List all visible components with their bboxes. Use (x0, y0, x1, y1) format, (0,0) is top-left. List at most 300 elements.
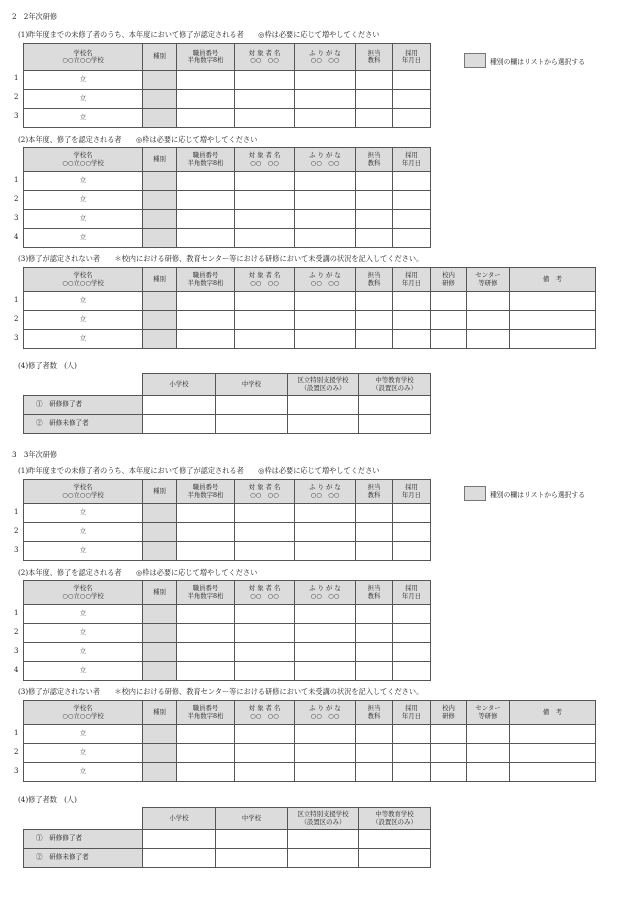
input-cell[interactable] (295, 763, 356, 782)
input-cell[interactable] (356, 763, 393, 782)
input-cell[interactable] (356, 311, 393, 330)
sub-heading-3: (3)修了が認定されない者 ＊校内における研修、教育センター等における研修において未受講の状況を記入してください。 (18, 254, 424, 263)
col-staff-no: 職員番号 半角数字8桁 (177, 480, 235, 504)
table-row (24, 662, 431, 681)
legend-swatch (464, 53, 486, 68)
type-select[interactable] (143, 725, 177, 744)
input-cell[interactable] (177, 523, 235, 542)
input-cell[interactable] (393, 523, 431, 542)
input-cell[interactable] (177, 292, 235, 311)
input-cell[interactable] (235, 172, 295, 191)
row-label-not-completed: ② 研修未修了者 (24, 849, 143, 868)
table-row (24, 396, 431, 415)
col-hire-date: 採用 年月日 (393, 148, 431, 172)
input-cell[interactable] (431, 311, 467, 330)
table-carryover-completers (23, 479, 431, 561)
col-junior-high: 中学校 (216, 374, 288, 396)
section-heading: 3 3年次研修 (12, 450, 58, 459)
col-remarks: 備 考 (510, 268, 596, 292)
legend-text: 種別の欄はリストから選択する (490, 490, 586, 499)
input-cell[interactable] (510, 725, 596, 744)
col-subject: 担当 教科 (356, 581, 393, 605)
input-cell[interactable] (235, 523, 295, 542)
input-cell[interactable] (510, 292, 596, 311)
count-cell[interactable] (288, 396, 359, 415)
count-cell[interactable] (216, 396, 288, 415)
input-cell[interactable] (356, 229, 393, 248)
col-secondary: 中等教育学校 （設置区のみ） (359, 374, 431, 396)
input-cell[interactable] (235, 605, 295, 624)
input-cell[interactable] (393, 172, 431, 191)
type-select[interactable] (143, 292, 177, 311)
col-school: 学校名 ○○立○○学校 (24, 44, 143, 71)
table-row (24, 90, 431, 109)
input-cell[interactable] (235, 191, 295, 210)
legend-swatch (464, 486, 486, 501)
col-subject: 担当 教科 (356, 701, 393, 725)
legend-text: 種別の欄はリストから選択する (490, 57, 586, 66)
col-hire-date: 採用 年月日 (393, 581, 431, 605)
col-school: 学校名 ○○立○○学校 (24, 148, 143, 172)
input-cell[interactable] (431, 763, 467, 782)
input-cell[interactable] (431, 292, 467, 311)
input-cell[interactable] (295, 662, 356, 681)
input-cell[interactable] (177, 643, 235, 662)
type-select[interactable] (143, 643, 177, 662)
input-cell[interactable] (393, 605, 431, 624)
input-cell[interactable] (235, 292, 295, 311)
table-row (24, 504, 431, 523)
count-cell[interactable] (143, 849, 216, 868)
input-cell[interactable] (510, 763, 596, 782)
count-cell[interactable] (359, 830, 431, 849)
table-row (24, 109, 431, 128)
table-row (24, 624, 431, 643)
type-select[interactable] (143, 744, 177, 763)
table-row (24, 229, 431, 248)
table-row (24, 210, 431, 229)
table-row (24, 744, 596, 763)
sub-heading-3: (3)修了が認定されない者 ＊校内における研修、教育センター等における研修において未受講の状況を記入してください。 (18, 687, 424, 696)
col-type: 種別 (143, 44, 177, 71)
col-type: 種別 (143, 581, 177, 605)
input-cell[interactable] (356, 210, 393, 229)
table-row (24, 605, 431, 624)
col-staff-no: 職員番号 半角数字8桁 (177, 148, 235, 172)
row-number: 2 (14, 628, 19, 636)
sub-heading-2: (2)本年度、修了を認定される者 ◎枠は必要に応じて増やしてください (18, 135, 258, 144)
type-select[interactable] (143, 109, 177, 128)
input-cell[interactable] (356, 605, 393, 624)
col-staff-no: 職員番号 半角数字8桁 (177, 44, 235, 71)
row-label-completed: ① 研修修了者 (24, 396, 143, 415)
input-cell[interactable] (467, 744, 510, 763)
input-cell[interactable] (177, 311, 235, 330)
row-number: 4 (14, 233, 19, 241)
input-cell[interactable] (235, 210, 295, 229)
school-cell[interactable]: 立 (24, 292, 143, 311)
col-type: 種別 (143, 480, 177, 504)
type-select[interactable] (143, 763, 177, 782)
input-cell[interactable] (393, 725, 431, 744)
legend (464, 53, 585, 68)
row-number: 1 (14, 508, 19, 516)
row-number: 3 (14, 647, 19, 655)
row-number: 2 (14, 748, 19, 756)
input-cell[interactable] (356, 109, 393, 128)
input-cell[interactable] (393, 109, 431, 128)
table-row (24, 330, 596, 349)
input-cell[interactable] (295, 71, 356, 90)
input-cell[interactable] (177, 542, 235, 561)
table-carryover-completers (23, 43, 431, 128)
table-not-completed (23, 700, 596, 782)
input-cell[interactable] (177, 90, 235, 109)
input-cell[interactable] (295, 624, 356, 643)
school-cell[interactable]: 立 (24, 643, 143, 662)
row-number: 1 (14, 296, 19, 304)
col-staff-no: 職員番号 半角数字8桁 (177, 268, 235, 292)
school-cell[interactable]: 立 (24, 763, 143, 782)
col-type: 種別 (143, 701, 177, 725)
input-cell[interactable] (295, 229, 356, 248)
input-cell[interactable] (177, 210, 235, 229)
col-staff-no: 職員番号 半角数字8桁 (177, 701, 235, 725)
input-cell[interactable] (356, 643, 393, 662)
type-select[interactable] (143, 210, 177, 229)
count-cell[interactable] (288, 849, 359, 868)
row-label-not-completed: ② 研修未修了者 (24, 415, 143, 434)
input-cell[interactable] (467, 763, 510, 782)
school-cell[interactable]: 立 (24, 71, 143, 90)
row-number: 2 (14, 93, 19, 101)
table-current-completers (23, 147, 431, 248)
row-number: 3 (14, 112, 19, 120)
col-school: 学校名 ○○立○○学校 (24, 268, 143, 292)
type-select[interactable] (143, 330, 177, 349)
school-cell[interactable]: 立 (24, 229, 143, 248)
input-cell[interactable] (295, 725, 356, 744)
school-cell[interactable]: 立 (24, 662, 143, 681)
input-cell[interactable] (393, 90, 431, 109)
count-cell[interactable] (143, 415, 216, 434)
table-row (24, 849, 431, 868)
input-cell[interactable] (393, 292, 431, 311)
school-cell[interactable]: 立 (24, 523, 143, 542)
type-select[interactable] (143, 191, 177, 210)
input-cell[interactable] (235, 763, 295, 782)
input-cell[interactable] (235, 504, 295, 523)
input-cell[interactable] (177, 624, 235, 643)
input-cell[interactable] (356, 330, 393, 349)
row-number: 3 (14, 767, 19, 775)
input-cell[interactable] (235, 311, 295, 330)
input-cell[interactable] (177, 605, 235, 624)
school-cell[interactable]: 立 (24, 210, 143, 229)
type-select[interactable] (143, 90, 177, 109)
input-cell[interactable] (393, 229, 431, 248)
type-select[interactable] (143, 624, 177, 643)
input-cell[interactable] (393, 71, 431, 90)
input-cell[interactable] (295, 191, 356, 210)
table-current-completers (23, 580, 431, 681)
input-cell[interactable] (235, 744, 295, 763)
input-cell[interactable] (177, 229, 235, 248)
school-cell[interactable]: 立 (24, 330, 143, 349)
input-cell[interactable] (431, 330, 467, 349)
input-cell[interactable] (177, 662, 235, 681)
count-cell[interactable] (359, 415, 431, 434)
input-cell[interactable] (177, 109, 235, 128)
input-cell[interactable] (356, 292, 393, 311)
col-hire-date: 採用 年月日 (393, 480, 431, 504)
col-target-name: 対 象 者 名 ○○ ○○ (235, 268, 295, 292)
col-furigana: ふ り が な ○○ ○○ (295, 581, 356, 605)
input-cell[interactable] (235, 229, 295, 248)
sub-heading-1: (1)昨年度までの未修了者のうち、本年度において修了が認定される者 ◎枠は必要に応じて増やしてください (18, 30, 380, 39)
input-cell[interactable] (356, 725, 393, 744)
input-cell[interactable] (356, 504, 393, 523)
input-cell[interactable] (356, 172, 393, 191)
input-cell[interactable] (235, 725, 295, 744)
row-number: 4 (14, 666, 19, 674)
col-in-school: 校内 研修 (431, 701, 467, 725)
col-target-name: 対 象 者 名 ○○ ○○ (235, 701, 295, 725)
col-special-support: 区立特別支援学校 （設置区のみ） (288, 808, 359, 830)
school-cell[interactable]: 立 (24, 725, 143, 744)
input-cell[interactable] (235, 624, 295, 643)
input-cell[interactable] (393, 191, 431, 210)
input-cell[interactable] (467, 330, 510, 349)
col-subject: 担当 教科 (356, 480, 393, 504)
col-furigana: ふ り が な ○○ ○○ (295, 480, 356, 504)
input-cell[interactable] (295, 643, 356, 662)
table-row (24, 725, 596, 744)
table-row (24, 172, 431, 191)
input-cell[interactable] (356, 523, 393, 542)
type-select[interactable] (143, 662, 177, 681)
input-cell[interactable] (356, 542, 393, 561)
col-in-school: 校内 研修 (431, 268, 467, 292)
col-junior-high: 中学校 (216, 808, 288, 830)
input-cell[interactable] (356, 191, 393, 210)
input-cell[interactable] (295, 172, 356, 191)
col-remarks: 備 考 (510, 701, 596, 725)
type-select[interactable] (143, 229, 177, 248)
input-cell[interactable] (295, 292, 356, 311)
count-cell[interactable] (288, 415, 359, 434)
count-cell[interactable] (143, 396, 216, 415)
type-select[interactable] (143, 542, 177, 561)
input-cell[interactable] (235, 109, 295, 128)
table-row (24, 643, 431, 662)
school-cell[interactable]: 立 (24, 191, 143, 210)
count-cell[interactable] (216, 830, 288, 849)
input-cell[interactable] (510, 330, 596, 349)
input-cell[interactable] (295, 523, 356, 542)
input-cell[interactable] (235, 71, 295, 90)
input-cell[interactable] (431, 744, 467, 763)
input-cell[interactable] (356, 624, 393, 643)
count-cell[interactable] (216, 849, 288, 868)
row-number: 2 (14, 315, 19, 323)
input-cell[interactable] (510, 311, 596, 330)
row-number: 3 (14, 546, 19, 554)
input-cell[interactable] (177, 725, 235, 744)
school-cell[interactable]: 立 (24, 90, 143, 109)
input-cell[interactable] (177, 504, 235, 523)
count-cell[interactable] (143, 830, 216, 849)
col-hire-date: 採用 年月日 (393, 268, 431, 292)
sub-heading-4: (4)修了者数 (人) (18, 361, 77, 370)
school-cell[interactable]: 立 (24, 109, 143, 128)
input-cell[interactable] (295, 330, 356, 349)
col-elementary: 小学校 (143, 374, 216, 396)
input-cell[interactable] (235, 662, 295, 681)
legend (464, 486, 585, 501)
school-cell[interactable]: 立 (24, 744, 143, 763)
type-select[interactable] (143, 311, 177, 330)
sub-heading-4: (4)修了者数 (人) (18, 795, 77, 804)
col-furigana: ふ り が な ○○ ○○ (295, 148, 356, 172)
input-cell[interactable] (393, 311, 431, 330)
section-heading: 2 2年次研修 (12, 12, 58, 21)
school-cell[interactable]: 立 (24, 624, 143, 643)
input-cell[interactable] (295, 311, 356, 330)
input-cell[interactable] (356, 90, 393, 109)
school-cell[interactable]: 立 (24, 504, 143, 523)
col-subject: 担当 教科 (356, 268, 393, 292)
input-cell[interactable] (177, 191, 235, 210)
col-hire-date: 採用 年月日 (393, 44, 431, 71)
table-not-completed (23, 267, 596, 349)
input-cell[interactable] (356, 744, 393, 763)
input-cell[interactable] (295, 605, 356, 624)
input-cell[interactable] (356, 71, 393, 90)
row-number: 2 (14, 527, 19, 535)
col-furigana: ふ り が な ○○ ○○ (295, 44, 356, 71)
col-hire-date: 採用 年月日 (393, 701, 431, 725)
school-cell[interactable]: 立 (24, 172, 143, 191)
col-target-name: 対 象 者 名 ○○ ○○ (235, 148, 295, 172)
table-completion-count (23, 807, 431, 868)
school-cell[interactable]: 立 (24, 311, 143, 330)
input-cell[interactable] (393, 763, 431, 782)
input-cell[interactable] (393, 542, 431, 561)
sub-heading-2: (2)本年度、修了を認定される者 ◎枠は必要に応じて増やしてください (18, 568, 258, 577)
col-type: 種別 (143, 268, 177, 292)
row-number: 1 (14, 729, 19, 737)
table-row (24, 830, 431, 849)
input-cell[interactable] (295, 90, 356, 109)
col-school: 学校名 ○○立○○学校 (24, 480, 143, 504)
count-cell[interactable] (216, 415, 288, 434)
input-cell[interactable] (235, 542, 295, 561)
input-cell[interactable] (393, 744, 431, 763)
col-subject: 担当 教科 (356, 44, 393, 71)
input-cell[interactable] (393, 504, 431, 523)
input-cell[interactable] (393, 330, 431, 349)
input-cell[interactable] (177, 330, 235, 349)
type-select[interactable] (143, 71, 177, 90)
input-cell[interactable] (393, 662, 431, 681)
col-secondary: 中等教育学校 （設置区のみ） (359, 808, 431, 830)
col-furigana: ふ り が な ○○ ○○ (295, 268, 356, 292)
col-school: 学校名 ○○立○○学校 (24, 581, 143, 605)
col-elementary: 小学校 (143, 808, 216, 830)
input-cell[interactable] (295, 210, 356, 229)
input-cell[interactable] (295, 542, 356, 561)
type-select[interactable] (143, 523, 177, 542)
input-cell[interactable] (431, 725, 467, 744)
input-cell[interactable] (177, 71, 235, 90)
input-cell[interactable] (510, 744, 596, 763)
input-cell[interactable] (467, 725, 510, 744)
school-cell[interactable]: 立 (24, 605, 143, 624)
input-cell[interactable] (295, 109, 356, 128)
input-cell[interactable] (393, 643, 431, 662)
input-cell[interactable] (235, 643, 295, 662)
school-cell[interactable]: 立 (24, 542, 143, 561)
table-completion-count (23, 373, 431, 434)
input-cell[interactable] (467, 311, 510, 330)
input-cell[interactable] (467, 292, 510, 311)
col-type: 種別 (143, 148, 177, 172)
input-cell[interactable] (177, 763, 235, 782)
input-cell[interactable] (235, 330, 295, 349)
col-special-support: 区立特別支援学校 （設置区のみ） (288, 374, 359, 396)
type-select[interactable] (143, 504, 177, 523)
sub-heading-1: (1)昨年度までの未修了者のうち、本年度において修了が認定される者 ◎枠は必要に応じて増やしてください (18, 466, 380, 475)
col-target-name: 対 象 者 名 ○○ ○○ (235, 581, 295, 605)
count-cell[interactable] (359, 396, 431, 415)
input-cell[interactable] (295, 504, 356, 523)
row-number: 1 (14, 176, 19, 184)
row-number: 3 (14, 334, 19, 342)
col-center: センター 等研修 (467, 701, 510, 725)
input-cell[interactable] (295, 744, 356, 763)
col-staff-no: 職員番号 半角数字8桁 (177, 581, 235, 605)
input-cell[interactable] (177, 744, 235, 763)
type-select[interactable] (143, 172, 177, 191)
table-row (24, 542, 431, 561)
col-subject: 担当 教科 (356, 148, 393, 172)
table-row (24, 311, 596, 330)
type-select[interactable] (143, 605, 177, 624)
col-furigana: ふ り が な ○○ ○○ (295, 701, 356, 725)
input-cell[interactable] (177, 172, 235, 191)
table-row (24, 763, 596, 782)
input-cell[interactable] (393, 624, 431, 643)
input-cell[interactable] (356, 662, 393, 681)
row-number: 1 (14, 74, 19, 82)
input-cell[interactable] (235, 90, 295, 109)
col-school: 学校名 ○○立○○学校 (24, 701, 143, 725)
table-row (24, 292, 596, 311)
count-cell[interactable] (359, 849, 431, 868)
input-cell[interactable] (393, 210, 431, 229)
table-row (24, 523, 431, 542)
row-label-completed: ① 研修修了者 (24, 830, 143, 849)
table-row (24, 415, 431, 434)
table-row (24, 191, 431, 210)
col-target-name: 対 象 者 名 ○○ ○○ (235, 480, 295, 504)
row-number: 1 (14, 609, 19, 617)
col-center: センター 等研修 (467, 268, 510, 292)
row-number: 3 (14, 214, 19, 222)
row-number: 2 (14, 195, 19, 203)
count-cell[interactable] (288, 830, 359, 849)
